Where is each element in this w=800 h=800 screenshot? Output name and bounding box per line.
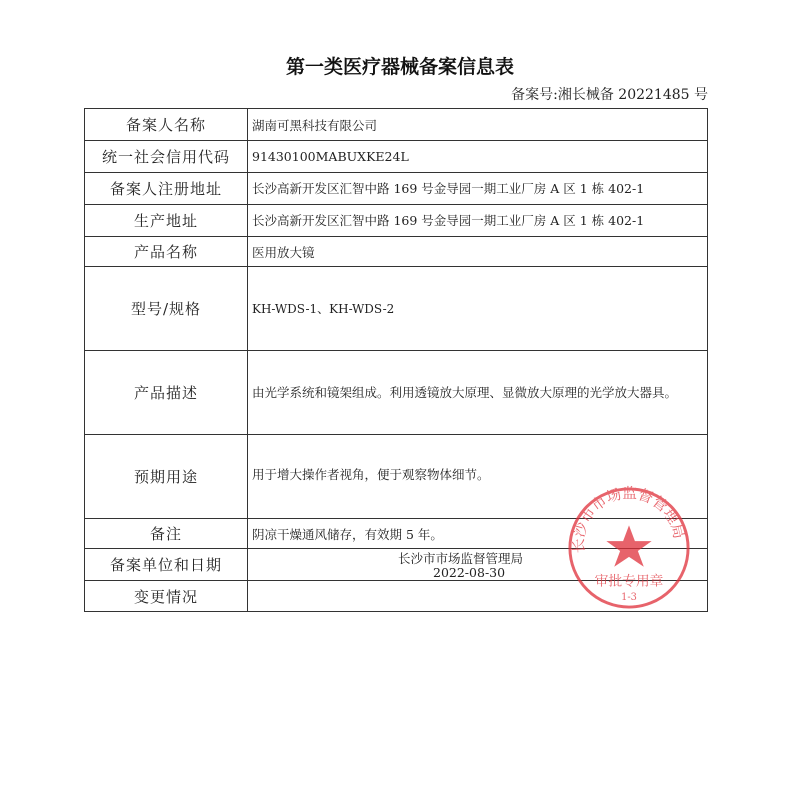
seal-text: 长沙市市场监督管理局 [570, 485, 688, 554]
row-label: 生产地址 [85, 205, 248, 237]
row-label: 产品名称 [85, 237, 248, 267]
row-value: 医用放大镜 [248, 237, 708, 267]
document-title: 第一类医疗器械备案信息表 [285, 56, 514, 78]
row-label: 备案人名称 [85, 109, 248, 141]
row-label: 备案人注册地址 [85, 173, 248, 205]
row-label: 变更情况 [85, 581, 248, 612]
row-value: KH-WDS-1、KH-WDS-2 [248, 267, 708, 351]
seal-subtext: 审批专用章 [594, 573, 664, 590]
record-number: 备案号:湘长械备 20221485 号 [511, 87, 708, 103]
filing-authority: 长沙市市场监督管理局 [398, 551, 524, 566]
table-row [85, 267, 708, 351]
filing-date: 2022-08-30 [433, 565, 506, 580]
row-label: 统一社会信用代码 [85, 141, 248, 173]
table-row [85, 237, 708, 267]
row-label: 型号/规格 [85, 267, 248, 351]
row-value: 湖南可黑科技有限公司 [248, 109, 708, 141]
row-label: 预期用途 [85, 435, 248, 519]
table-row [85, 351, 708, 435]
row-label: 产品描述 [85, 351, 248, 435]
row-value: 91430100MABUXKE24L [248, 141, 708, 173]
row-label: 备注 [85, 519, 248, 549]
table-row [85, 173, 708, 205]
table-row [85, 205, 708, 237]
star-icon [606, 525, 651, 566]
row-label: 备案单位和日期 [85, 549, 248, 581]
row-value: 阴凉干燥通风储存，有效期 5 年。 [248, 519, 708, 549]
table-row [85, 109, 708, 141]
official-seal [565, 484, 693, 612]
row-value: 由光学系统和镜架组成。利用透镜放大原理、显微放大原理的光学放大器具。 [248, 351, 708, 435]
table-row [85, 141, 708, 173]
row-value: 长沙高新开发区汇智中路 169 号金导园一期工业厂房 A 区 1 栋 402-1 [248, 173, 708, 205]
row-value: 用于增大操作者视角，便于观察物体细节。 [248, 435, 708, 519]
seal-code: 1-3 [621, 592, 637, 604]
row-value: 长沙高新开发区汇智中路 169 号金导园一期工业厂房 A 区 1 栋 402-1 [248, 205, 708, 237]
